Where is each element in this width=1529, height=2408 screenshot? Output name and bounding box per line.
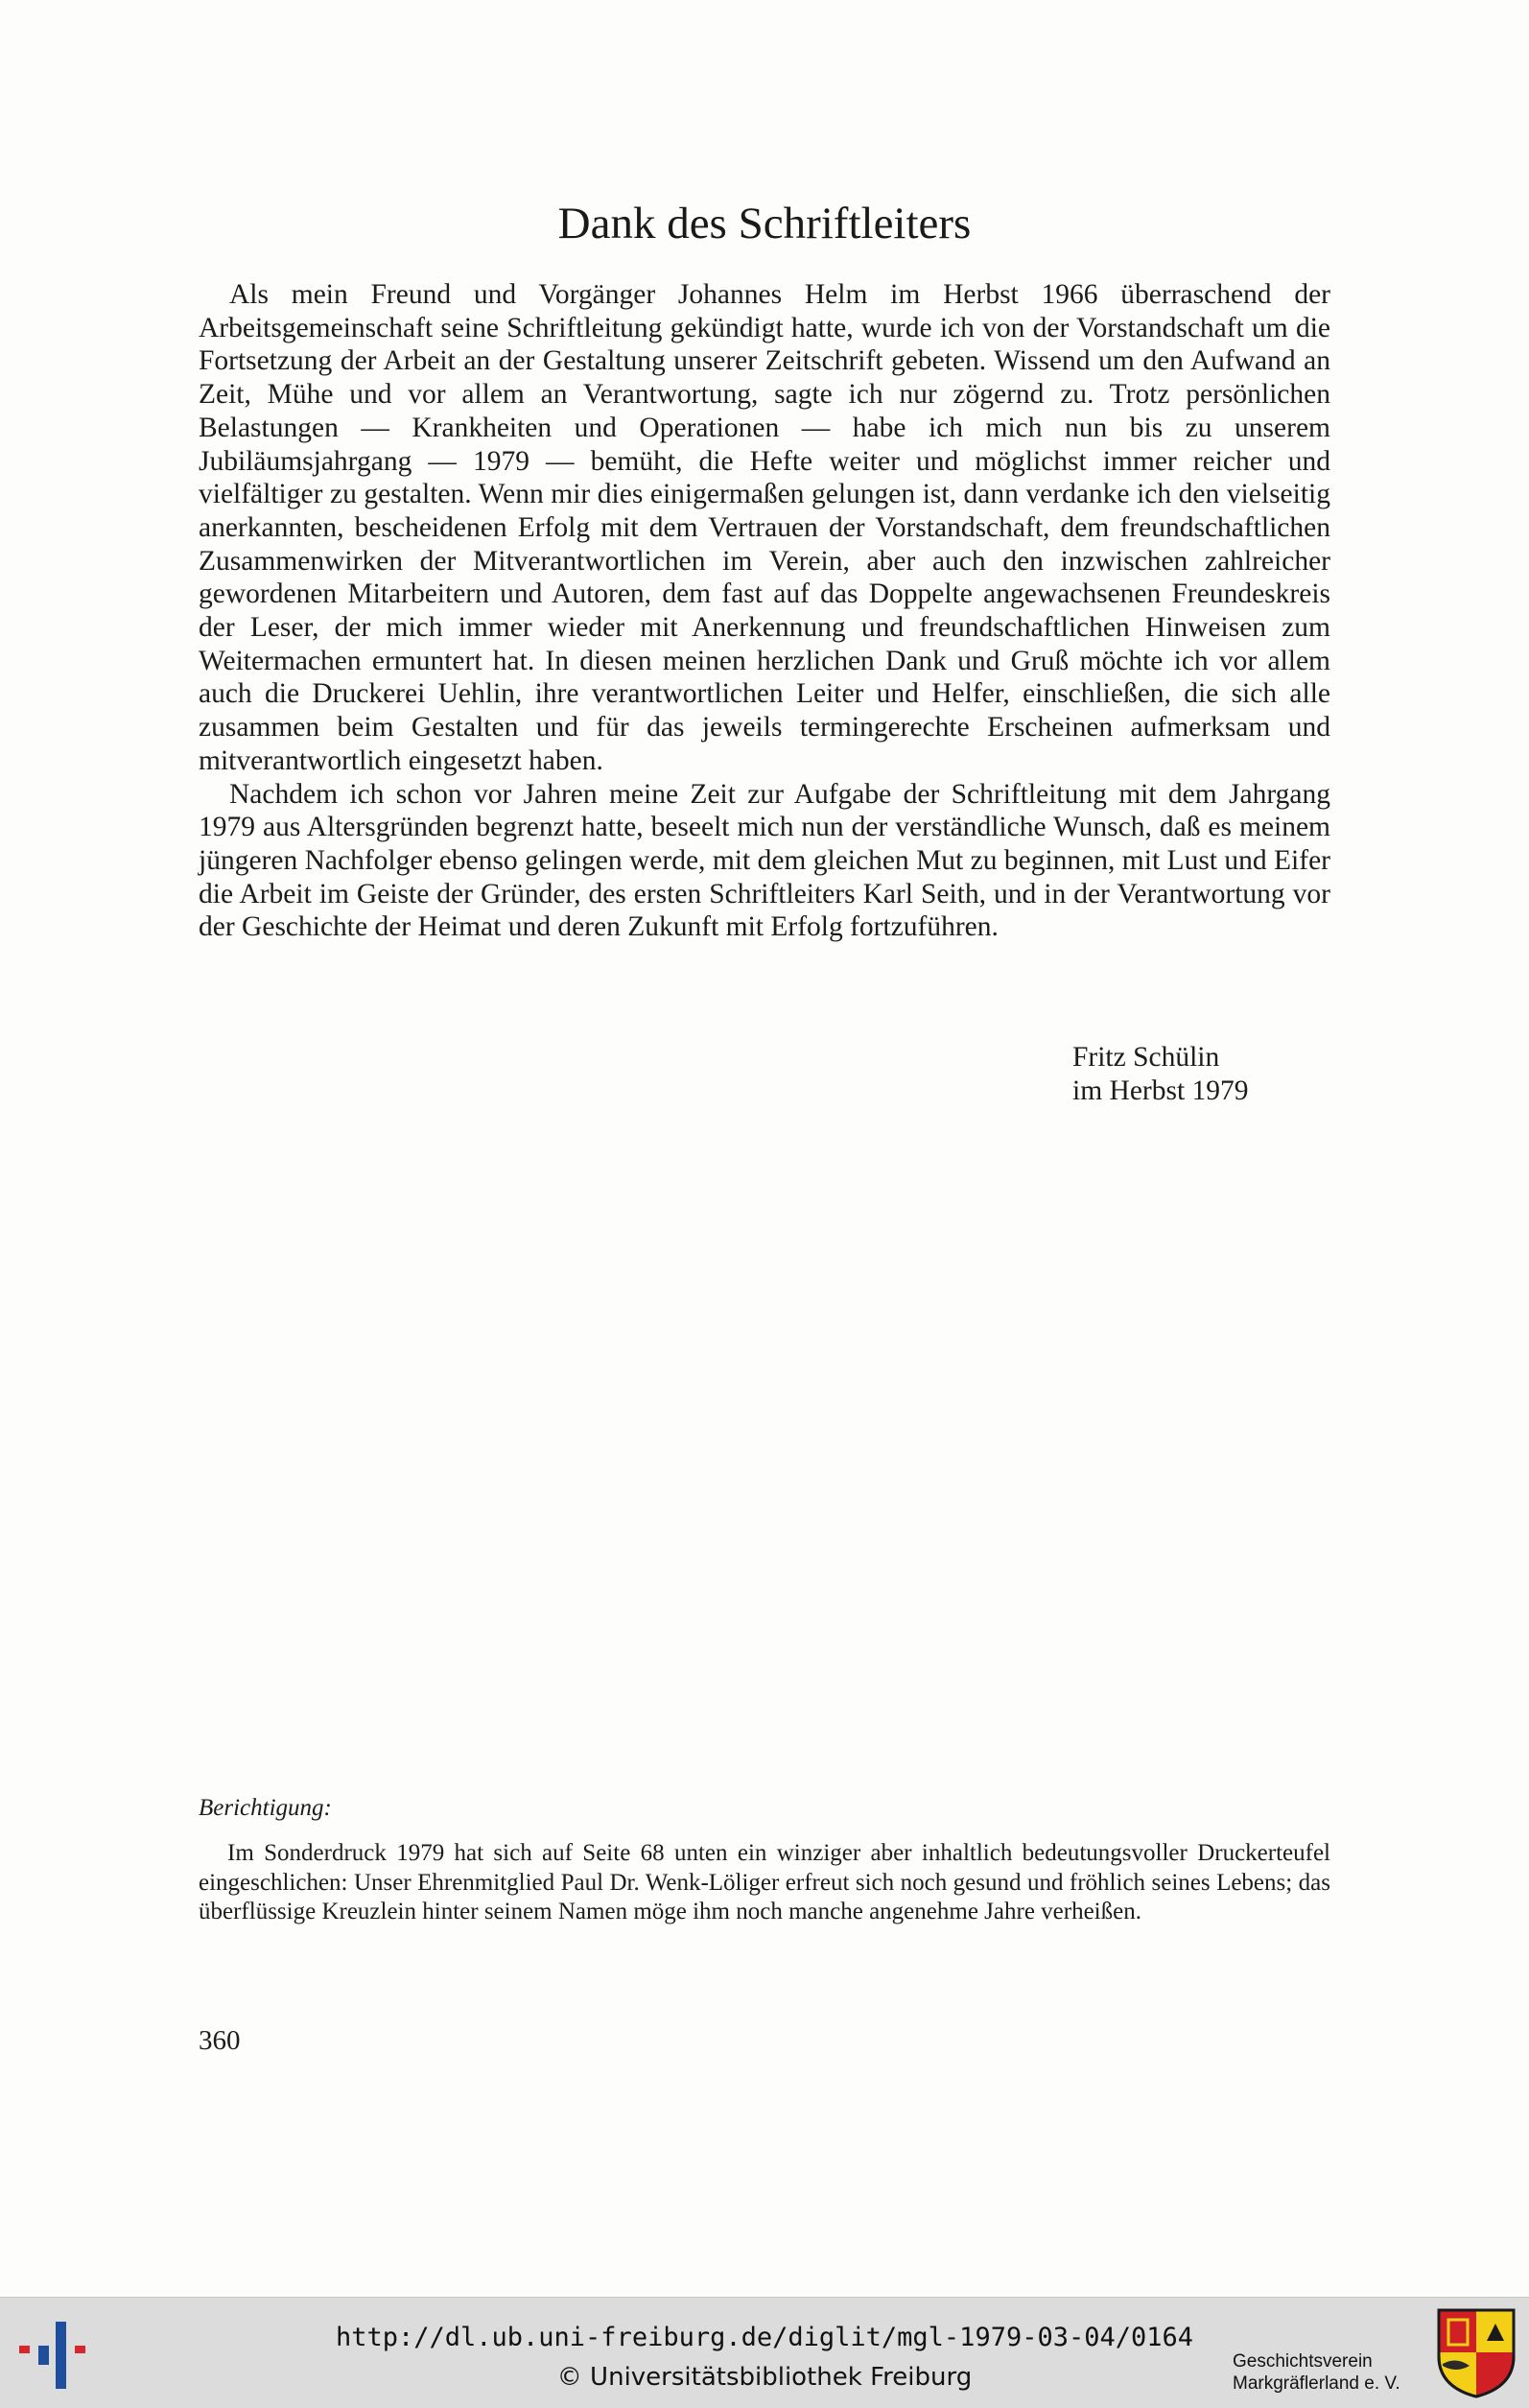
correction-text: Im Sonderdruck 1979 hat sich auf Seite 68 unten ein winziger aber inhaltlich bedeutungsvoller Druckerteufel eingeschlichen: Unser Ehrenmitglied Paul Dr. Wenk-Löliger erfreut sich noch gesund und fröhlich seines Lebens; das überflüssige Kreuzlein hinter seinem Namen möge ihm noch manche angenehme Jahre verheißen. [199, 1840, 1330, 1924]
correction-heading: Berichtigung: [199, 1795, 332, 1821]
society-line-2: Markgräflerland e. V. [1233, 2373, 1400, 2394]
page-title: Dank des Schriftleiters [557, 199, 972, 248]
paragraph-1: Als mein Freund und Vorgänger Johannes Helm im Herbst 1966 überraschend der Arbeitsgemeinschaft seine Schriftleitung gekündigt hatte, wurde ich von der Vorstandschaft um die Fortsetzung der Arbeit an der Gestaltung unserer Zeitschrift gebeten. Wissend um den Aufwand an Zeit, Mühe und vor allem an Verantwortung, sagte ich nur zögernd zu. Trotz persönlichen Belastungen — Krankheiten und Operationen — habe ich mich nun bis zu unserem Jubiläumsjahrgang — 1979 — bemüht, die Hefte weiter und möglichst immer reicher und vielfältiger zu gestalten. Wenn mir dies einigermaßen gelungen ist, dann verdanke ich den vielseitig anerkannten, bescheidenen Erfolg mit dem Vertrauen der Vorstandschaft, dem freundschaftlichen Zusammenwirken der Mitverantwortlichen im Verein, aber auch den inzwischen zahlreicher gewordenen Mitarbeitern und Autoren, dem fast auf das Doppelte angewachsenen Freundeskreis der Leser, der mich immer wieder mit Anerkennung und freundschaftlichen Hinweisen zum Weitermachen ermuntert hat. In diesen meinen herzlichen Dank und Gruß möchte ich vor allem auch die Druckerei Uehlin, ihre verantwortlichen Leiter und Helfer, einschließen, die sich alle zusammen beim Gestalten und für das jeweils termingerechte Erscheinen aufmerksam und mitverantwortlich eingesetzt haben. [199, 279, 1330, 776]
signature-date: im Herbst 1979 [1072, 1074, 1249, 1106]
footer-url-link[interactable]: http://dl.ub.uni-freiburg.de/diglit/mgl-1979-03-04/0164 [335, 2323, 1194, 2352]
signature-name: Fritz Schülin [1072, 1042, 1220, 1073]
footer-copyright: © Universitätsbibliothek Freiburg [556, 2363, 973, 2392]
signature-block [1072, 1041, 1249, 1107]
article-body [199, 278, 1330, 944]
society-name [1233, 2350, 1400, 2395]
paragraph-2: Nachdem ich schon vor Jahren meine Zeit zur Aufgabe der Schriftleitung mit dem Jahrgang 1979 aus Altersgründen begrenzt hatte, beseelt mich nun der verständliche Wunsch, daß es meinem jüngeren Nachfolger ebenso gelingen werde, mit dem gleichen Mut zu beginnen, mit Lust und Eifer die Arbeit im Geiste der Gründer, des ersten Schriftleiters Karl Seith, und in der Verantwortung vor der Geschichte der Heimat und deren Zukunft mit Erfolg fortzuführen. [199, 778, 1330, 943]
page-number: 360 [199, 2025, 241, 2056]
society-line-1: Geschichtsverein [1233, 2351, 1373, 2372]
coat-of-arms-icon[interactable] [1435, 2306, 1517, 2398]
